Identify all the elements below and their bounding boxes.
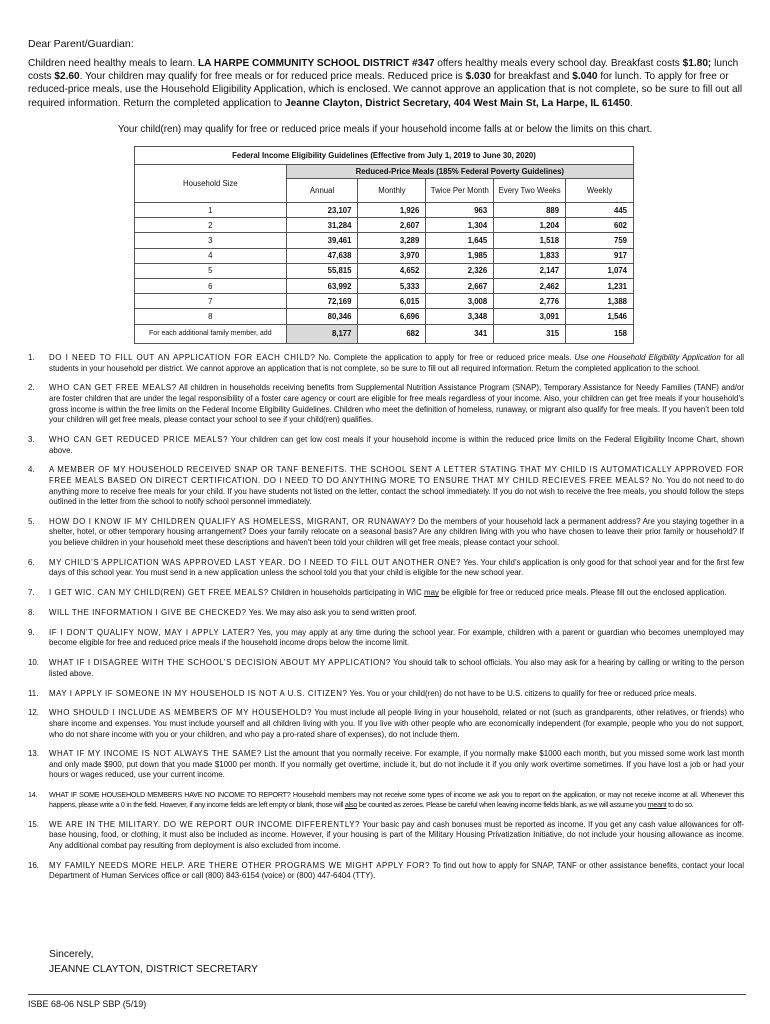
household-size-cell: 4 — [135, 248, 287, 263]
table-row — [135, 248, 634, 263]
table-row — [135, 294, 634, 309]
faq-item-10 — [28, 658, 744, 679]
twice-per-month-cell: 1,645 — [426, 233, 494, 248]
faq-number: 15. — [28, 819, 39, 829]
faq-question: MY FAMILY NEEDS MORE HELP. ARE THERE OTHER PROGRAMS WE MIGHT APPLY FOR? — [49, 860, 431, 870]
faq-answer: Children in households participating in WIC — [268, 588, 425, 598]
household-size-cell: 8 — [135, 309, 287, 324]
faq-item-5 — [28, 517, 744, 549]
faq-item-4 — [28, 465, 744, 507]
monthly-cell: 2,607 — [358, 218, 426, 233]
additional-member-label: For each additional family member, add — [135, 324, 287, 343]
faq-item-13 — [28, 749, 744, 781]
faq-question: HOW DO I KNOW IF MY CHILDREN QUALIFY AS HOMELESS, MIGRANT, OR RUNAWAY? — [49, 516, 416, 526]
weekly-cell: 1,388 — [566, 294, 634, 309]
closing-salutation: Sincerely, — [49, 949, 94, 960]
faq-answer-emphasis: may — [424, 588, 439, 598]
faq-question: WHO CAN GET REDUCED PRICE MEALS? — [49, 434, 229, 444]
weekly-cell: 1,074 — [566, 263, 634, 278]
faq-answer: List the amount that you normally receive. For example, if you normally make $1000 each month, but you missed some work last month and only made $900, put down that you made $1000 per month. If you normally get overtime, include it, but do not include it if you only work overtime sometimes. If you have lost a job or had your hours or wages reduced, use your current income. — [49, 749, 744, 780]
district-name: LA HARPE COMMUNITY SCHOOL DISTRICT #347 — [198, 58, 435, 69]
breakfast-cost: $1.80; — [682, 58, 712, 69]
table-title-row — [135, 147, 634, 165]
signer-name: JEANNE CLAYTON, DISTRICT SECRETARY — [49, 964, 259, 975]
intro-text: lunch costs — [28, 58, 739, 83]
lunch-cost: $2.60 — [54, 71, 80, 83]
twice-per-month-cell: 341 — [426, 324, 494, 343]
intro-text: Children need healthy meals to learn. — [28, 58, 199, 69]
return-address: Jeanne Clayton, District Secretary, 404 West Main St, La Harpe, IL 61450 — [284, 97, 630, 109]
table-row — [135, 218, 634, 233]
weekly-cell: 445 — [566, 203, 634, 218]
chart-intro: Your child(ren) may qualify for free or reduced price meals if your household income falls at or below the limits on this chart. — [117, 124, 653, 135]
closing-block — [49, 947, 258, 977]
faq-answer: to do so. — [666, 800, 694, 810]
faq-answer: Yes. Your child’s application is only good for that school year and for the first few days of this school year. You must send in a new application unless the school told you that your child is eligible for the new school year. — [49, 557, 744, 578]
faq-question: WHAT IF MY INCOME IS NOT ALWAYS THE SAME? — [49, 749, 262, 759]
footer-divider — [28, 994, 746, 995]
weekly-cell: 602 — [566, 218, 634, 233]
annual-cell: 80,346 — [286, 309, 358, 324]
faq-question: A MEMBER OF MY HOUSEHOLD RECEIVED SNAP OR TANF BENEFITS. THE SCHOOL SENT A LETTER STATING THAT MY CHILD IS AUTOMATICALLY APPROVED FOR FREE MEALS BASED ON DIRECT CERTIFICATION. DO I NEED TO DO ANYTHING MORE TO ENSURE THAT MY CHILD RECIEVES FREE MEALS? — [49, 465, 744, 485]
faq-answer: Do the members of your household lack a permanent address? Are you staying together in a shelter, hotel, or other temporary housing arrangement? Does your family relocate on a seasonal basis? Are any children living with you who have chosen to leave their prior family or household? If you believe children in your household meet these descriptions and haven’t been told your children will get free meals, please contact your school. — [49, 516, 744, 548]
annual-cell: 47,638 — [286, 248, 358, 263]
faq-answer: You should talk to school officials. You also may ask for a hearing by calling or writing to the person listed above. — [49, 658, 744, 678]
faq-number: 2. — [28, 383, 35, 393]
annual-cell: 31,284 — [286, 218, 358, 233]
household-size-cell: 1 — [135, 203, 287, 218]
intro-text: for lunch. To apply for free or reduced-price meals, use the Household Eligibility Application, which is enclosed. We cannot approve an application that is not complete, so be sure to fill out all required information. Return the completed application to — [28, 71, 743, 109]
every-two-weeks-cell: 2,462 — [494, 278, 566, 293]
every-two-weeks-cell: 889 — [494, 203, 566, 218]
faq-question: DO I NEED TO FILL OUT AN APPLICATION FOR EACH CHILD? — [49, 353, 316, 362]
faq-number: 6. — [28, 557, 35, 567]
table-row — [135, 263, 634, 278]
reduced-price-header-row — [135, 165, 634, 179]
household-size-cell: 5 — [135, 263, 287, 278]
every-two-weeks-cell: 1,204 — [494, 218, 566, 233]
faq-answer: Yes. You or your child(ren) do not have to be U.S. citizens to qualify for free or reduced price meals. — [347, 688, 697, 698]
monthly-cell: 4,652 — [358, 263, 426, 278]
household-size-cell: 2 — [135, 218, 287, 233]
faq-item-3 — [28, 435, 744, 456]
monthly-cell: 3,970 — [358, 248, 426, 263]
faq-number: 8. — [28, 608, 35, 617]
intro-text: . — [630, 97, 633, 109]
annual-cell: 8,177 — [286, 324, 358, 343]
faq-answer-emphasis: Use one Household Eligibility Application — [574, 353, 721, 362]
intro-text: offers healthy meals every school day. Breakfast costs — [434, 58, 683, 69]
faq-item-16 — [28, 861, 744, 882]
weekly-cell: 1,231 — [566, 278, 634, 293]
every-two-weeks-cell: 2,776 — [494, 294, 566, 309]
faq-number: 7. — [28, 588, 35, 598]
faq-number: 3. — [28, 434, 35, 444]
every-two-weeks-header: Every Two Weeks — [494, 179, 566, 203]
weekly-header: Weekly — [566, 179, 634, 203]
faq-answer: To find out how to apply for SNAP, TANF or other assistance benefits, contact your local Department of Human Services office or call (800) 843-6154 (voice) or (800) 447-6404 (TTY). — [49, 860, 744, 881]
faq-answer: WHAT IF SOME HOUSEHOLD MEMBERS HAVE NO INCOME TO REPORT? Household members may not receive some types of income we ask you to report on the application, or may not receive income at all. Whenever this happens, please write a 0 in the field. However, if any income fields are left empty or blank, those will — [49, 790, 744, 810]
reduced-breakfast-cost: $.030 — [465, 71, 491, 83]
faq-number: 10. — [28, 658, 39, 668]
faq-item-15 — [28, 820, 744, 852]
faq-item-9 — [28, 628, 744, 649]
twice-per-month-header: Twice Per Month — [426, 179, 494, 203]
household-size-cell: 3 — [135, 233, 287, 248]
table-row — [135, 278, 634, 293]
faq-number: 16. — [28, 860, 39, 870]
reduced-price-header: Reduced-Price Meals (185% Federal Poverty Guidelines) — [286, 165, 633, 179]
monthly-cell: 1,926 — [358, 203, 426, 218]
faq-answer: be eligible for free or reduced price meals. Please fill out the enclosed application. — [438, 588, 727, 598]
faq-question: MAY I APPLY IF SOMEONE IN MY HOUSEHOLD IS NOT A U.S. CITIZEN? — [49, 688, 348, 698]
faq-item-11 — [28, 689, 744, 700]
faq-number: 1. — [28, 353, 35, 362]
faq-list — [28, 353, 744, 891]
faq-number: 4. — [28, 465, 35, 475]
table-title: Federal Income Eligibility Guidelines (Effective from July 1, 2019 to June 30, 2020) — [135, 147, 634, 165]
faq-answer: Your basic pay and cash bonuses must be reported as income. If you get any cash value allowances for off-base housing, food, or clothing, it must also be included as income. However, if your housing is part of the Military Housing Privatization Initiative, do not include your housing allowance as income. Any additional combat pay resulting from deployment is also excluded from income. — [49, 819, 745, 851]
annual-cell: 72,169 — [286, 294, 358, 309]
faq-number: 14. — [28, 790, 38, 800]
weekly-cell: 158 — [566, 324, 634, 343]
monthly-header: Monthly — [358, 179, 426, 203]
faq-answer: Yes. We may also ask you to send written proof. — [246, 608, 417, 617]
monthly-cell: 6,696 — [358, 309, 426, 324]
form-id-footer: ISBE 68-06 NSLP SBP (5/19) — [28, 999, 147, 1009]
table-row — [135, 309, 634, 324]
twice-per-month-cell: 3,008 — [426, 294, 494, 309]
faq-answer: No. You do not need to do anything more to receive free meals for your child. If you have students not listed on the letter, contact the school immediately. If you do not wish to receive the free meals, you should follow the steps outlined in the letter from the school to notify school personnel immediately. — [49, 475, 744, 507]
faq-question: WILL THE INFORMATION I GIVE BE CHECKED? — [49, 608, 247, 617]
faq-item-1 — [28, 353, 744, 374]
every-two-weeks-cell: 2,147 — [494, 263, 566, 278]
faq-answer: Your children can get low cost meals if your household income is within the reduced price limits on the Federal Eligibility Income Chart, shown above. — [49, 434, 744, 455]
faq-question: WHAT IF I DISAGREE WITH THE SCHOOL’S DECISION ABOUT MY APPLICATION? — [49, 658, 391, 668]
salutation: Dear Parent/Guardian: — [28, 38, 134, 50]
faq-answer: No. Complete the application to apply for free or reduced price meals. — [315, 353, 575, 362]
faq-item-14 — [28, 790, 744, 810]
faq-item-2 — [28, 383, 744, 425]
faq-question: I GET WIC. CAN MY CHILD(REN) GET FREE MEALS? — [49, 588, 269, 598]
faq-answer: for all students in your household per district. We cannot approve an application that is not complete, so be sure to fill out all required information. Return the completed application to the school. — [49, 353, 744, 373]
faq-number: 12. — [28, 708, 39, 718]
faq-answer-emphasis: also — [344, 800, 358, 810]
weekly-cell: 917 — [566, 248, 634, 263]
monthly-cell: 5,333 — [358, 278, 426, 293]
faq-question: MY CHILD’S APPLICATION WAS APPROVED LAST YEAR. DO I NEED TO FILL OUT ANOTHER ONE? — [49, 557, 462, 567]
faq-answer-emphasis: meant — [647, 800, 667, 810]
annual-cell: 55,815 — [286, 263, 358, 278]
monthly-cell: 682 — [358, 324, 426, 343]
twice-per-month-cell: 2,326 — [426, 263, 494, 278]
faq-number: 5. — [28, 516, 35, 526]
twice-per-month-cell: 963 — [426, 203, 494, 218]
faq-question: WHO CAN GET FREE MEALS? — [49, 383, 177, 393]
twice-per-month-cell: 1,985 — [426, 248, 494, 263]
intro-text: . Your children may qualify for free meals or for reduced price meals. Reduced price is — [79, 71, 466, 83]
reduced-lunch-cost: $.040 — [572, 71, 598, 83]
every-two-weeks-cell: 3,091 — [494, 309, 566, 324]
twice-per-month-cell: 3,348 — [426, 309, 494, 324]
intro-paragraph — [28, 57, 744, 110]
annual-header: Annual — [286, 179, 358, 203]
weekly-cell: 1,546 — [566, 309, 634, 324]
faq-item-8 — [28, 608, 744, 619]
annual-cell: 39,461 — [286, 233, 358, 248]
faq-answer: Yes, you may apply at any time during the school year. For example, children with a parent or guardian who becomes unemployed may become eligible for free and reduced price meals if the household income drops below the income limit. — [49, 627, 744, 648]
faq-answer: You must include all people living in your household, related or not (such as grandparents, other relatives, or friends) who share income and expenses. You must include yourself and all children living with you. If you live with other people who are economically independent (for example, people who you do not support, who do not share income with you or your children, and who pay a pro-rated share of expenses), do not include them. — [49, 708, 744, 739]
every-two-weeks-cell: 1,518 — [494, 233, 566, 248]
every-two-weeks-cell: 1,833 — [494, 248, 566, 263]
faq-item-7 — [28, 588, 744, 599]
faq-number: 9. — [28, 627, 35, 637]
household-size-cell: 6 — [135, 278, 287, 293]
faq-number: 13. — [28, 749, 39, 759]
intro-text: for breakfast and — [490, 71, 573, 83]
annual-cell: 63,992 — [286, 278, 358, 293]
monthly-cell: 3,289 — [358, 233, 426, 248]
every-two-weeks-cell: 315 — [494, 324, 566, 343]
faq-question: WHO SHOULD I INCLUDE AS MEMBERS OF MY HOUSEHOLD? — [49, 708, 312, 718]
faq-item-12 — [28, 708, 744, 740]
twice-per-month-cell: 2,667 — [426, 278, 494, 293]
income-eligibility-table — [134, 146, 634, 344]
faq-answer: be counted as zeroes. Please be careful when leaving income fields blank, as we will assume you — [357, 800, 648, 810]
faq-item-6 — [28, 558, 744, 579]
additional-member-row — [135, 324, 634, 343]
household-size-header: Household Size — [135, 165, 287, 203]
table-row — [135, 203, 634, 218]
annual-cell: 23,107 — [286, 203, 358, 218]
faq-question: WE ARE IN THE MILITARY. DO WE REPORT OUR INCOME DIFFERENTLY? — [49, 819, 360, 829]
table-row — [135, 233, 634, 248]
weekly-cell: 759 — [566, 233, 634, 248]
household-size-cell: 7 — [135, 294, 287, 309]
faq-number: 11. — [28, 688, 39, 698]
faq-answer: All children in households receiving benefits from Supplemental Nutrition Assistance Program (SNAP), Temporary Assistance for Needy Families (TANF) and/or are foster children that are under the legal responsibility of a foster care agency or court are eligible for free meals regardless of your income. Also, your children can get free meals if your household’s gross income is within the free limits on the Federal Income Eligibility Guidelines. Children who meet the definition of homeless, runaway, or migrant also qualify for free meals. If you haven’t been told your children will get free meals, please contact your school to see if your child(ren) qualifies. — [49, 383, 745, 425]
faq-question: IF I DON’T QUALIFY NOW, MAY I APPLY LATER? — [49, 627, 256, 637]
monthly-cell: 6,015 — [358, 294, 426, 309]
twice-per-month-cell: 1,304 — [426, 218, 494, 233]
